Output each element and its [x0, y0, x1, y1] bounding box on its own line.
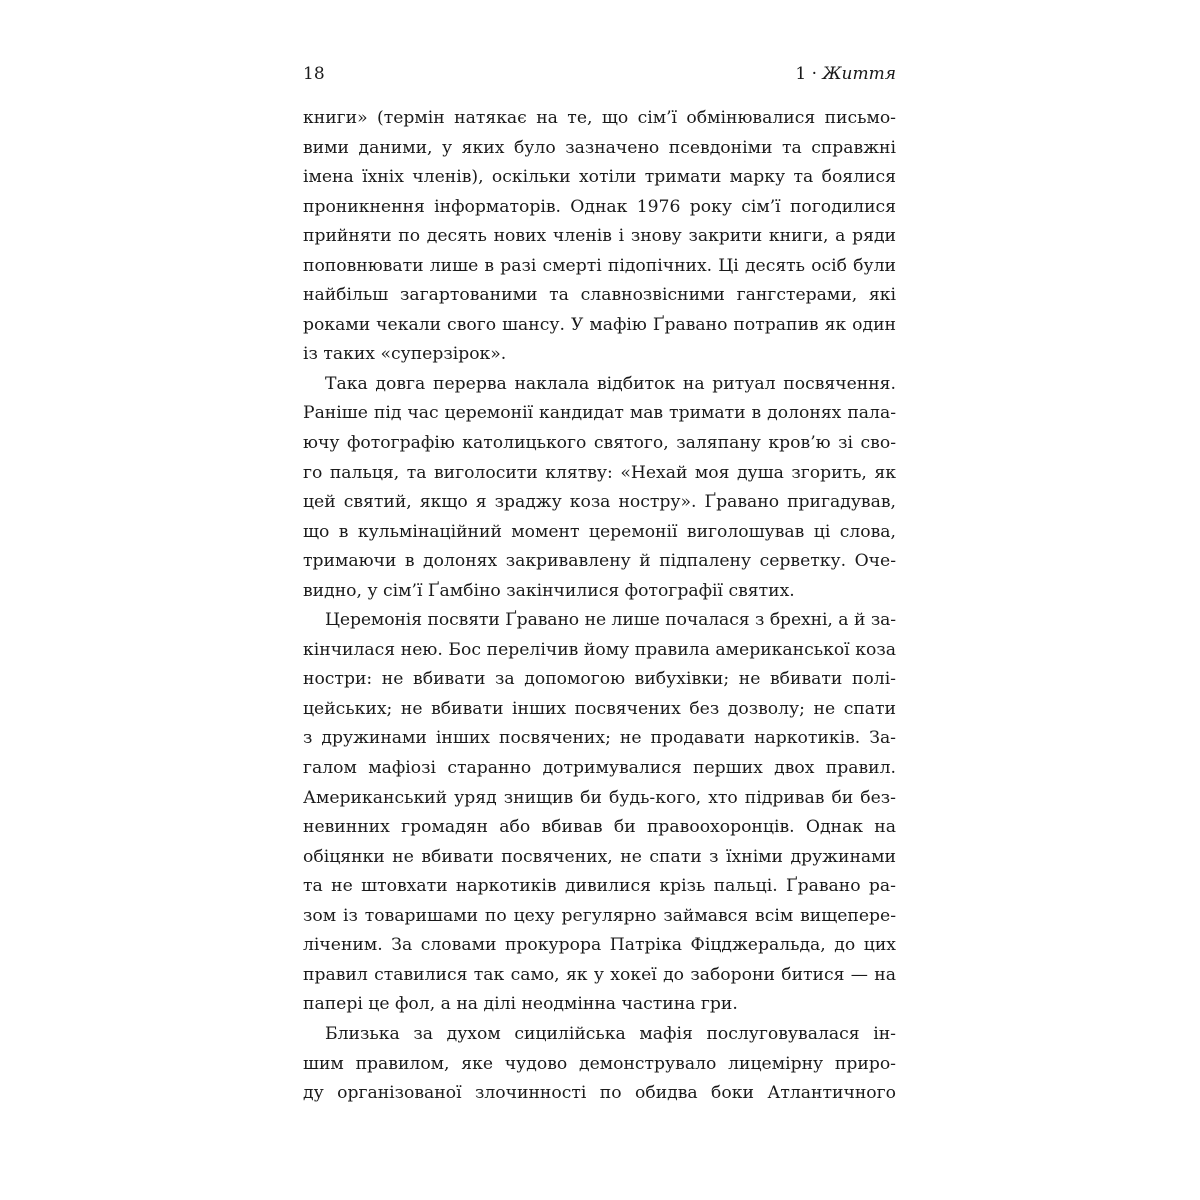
text-line: з дружинами інших посвячених; не продавати наркотиків. За- — [303, 728, 896, 749]
text-line: тримаючи в долонях закривавлену й підпалену серветку. Оче- — [303, 551, 896, 572]
running-head — [303, 62, 896, 86]
text-line: ностри: не вбивати за допомогою вибухівки; не вбивати полі- — [303, 669, 896, 690]
text-line: цей святий, якщо я зраджу коза ностру». Ґравано пригадував, — [303, 492, 896, 513]
text-line: ліченим. За словами прокурора Патріка Фіцджеральда, до цих — [303, 935, 896, 956]
text-line: ючу фотографію католицького святого, заляпану кров’ю зі сво- — [303, 433, 896, 454]
text-line: Така довга перерва наклала відбиток на ритуал посвячення. — [325, 373, 896, 394]
page-number: 18 — [303, 64, 325, 84]
text-line: ду організованої злочинності по обидва боки Атлантичного — [303, 1083, 896, 1104]
text-line: обіцянки не вбивати посвячених, не спати з їхніми дружинами — [303, 846, 896, 867]
chapter-separator: · — [811, 64, 818, 84]
text-line: Американський уряд знищив би будь-кого, хто підривав би без- — [303, 787, 896, 808]
text-line: цейських; не вбивати інших посвячених без дозволу; не спати — [303, 698, 896, 719]
text-line: зом із товаришами по цеху регулярно займався всім вищепере- — [303, 905, 896, 926]
text-line: Церемонія посвяти Ґравано не лише почалася з брехні, а й за- — [325, 610, 896, 631]
text-line: шим правилом, яке чудово демонструвало лицемірну приро- — [303, 1053, 896, 1074]
chapter-heading — [795, 62, 896, 86]
text-line: проникнення інформаторів. Однак 1976 року сім’ї погодилися — [303, 196, 896, 217]
text-line: вими даними, у яких було зазначено псевдоніми та справжні — [303, 137, 896, 158]
text-line: та не штовхати наркотиків дивилися крізь пальці. Ґравано ра- — [303, 876, 896, 897]
text-line: книги» (термін натякає на те, що сім’ї обмінювалися письмо- — [303, 108, 896, 128]
text-line: імена їхніх членів), оскільки хотіли тримати марку та боялися — [303, 167, 896, 188]
text-line: галом мафіозі старанно дотримувалися перших двох правил. — [303, 758, 896, 779]
text-line: го пальця, та виголосити клятву: «Нехай моя душа згорить, як — [303, 462, 896, 483]
text-line: із таких «суперзірок». — [303, 344, 507, 365]
text-line: що в кульмінаційний момент церемонії виголошував ці слова, — [303, 521, 896, 542]
text-line: невинних громадян або вбивав би правоохоронців. Однак на — [303, 817, 896, 838]
text-line: поповнювати лише в разі смерті підопічних. Ці десять осіб були — [303, 255, 896, 276]
text-line: папері це фол, а на ділі неодмінна частина гри. — [303, 994, 738, 1015]
chapter-number: 1 — [795, 64, 807, 84]
text-line: Близька за духом сицилійська мафія послуговувалася ін- — [325, 1023, 896, 1044]
text-line: правил ставилися так само, як у хокеї до заборони битися — на — [303, 964, 896, 985]
text-line: роками чекали свого шансу. У мафію Ґравано потрапив як один — [303, 314, 896, 335]
text-line: видно, у сім’ї Ґамбіно закінчилися фотографії святих. — [303, 580, 795, 601]
text-line: прийняти по десять нових членів і знову закрити книги, а ряди — [303, 226, 896, 247]
body-text — [303, 104, 896, 1109]
chapter-title: Життя — [822, 64, 896, 84]
text-line: найбільш загартованими та славнозвісними гангстерами, які — [303, 285, 896, 306]
text-line: кінчилася нею. Бос перелічив йому правила американської коза — [303, 639, 896, 660]
text-line: Раніше під час церемонії кандидат мав тримати в долонях пала- — [303, 403, 896, 424]
